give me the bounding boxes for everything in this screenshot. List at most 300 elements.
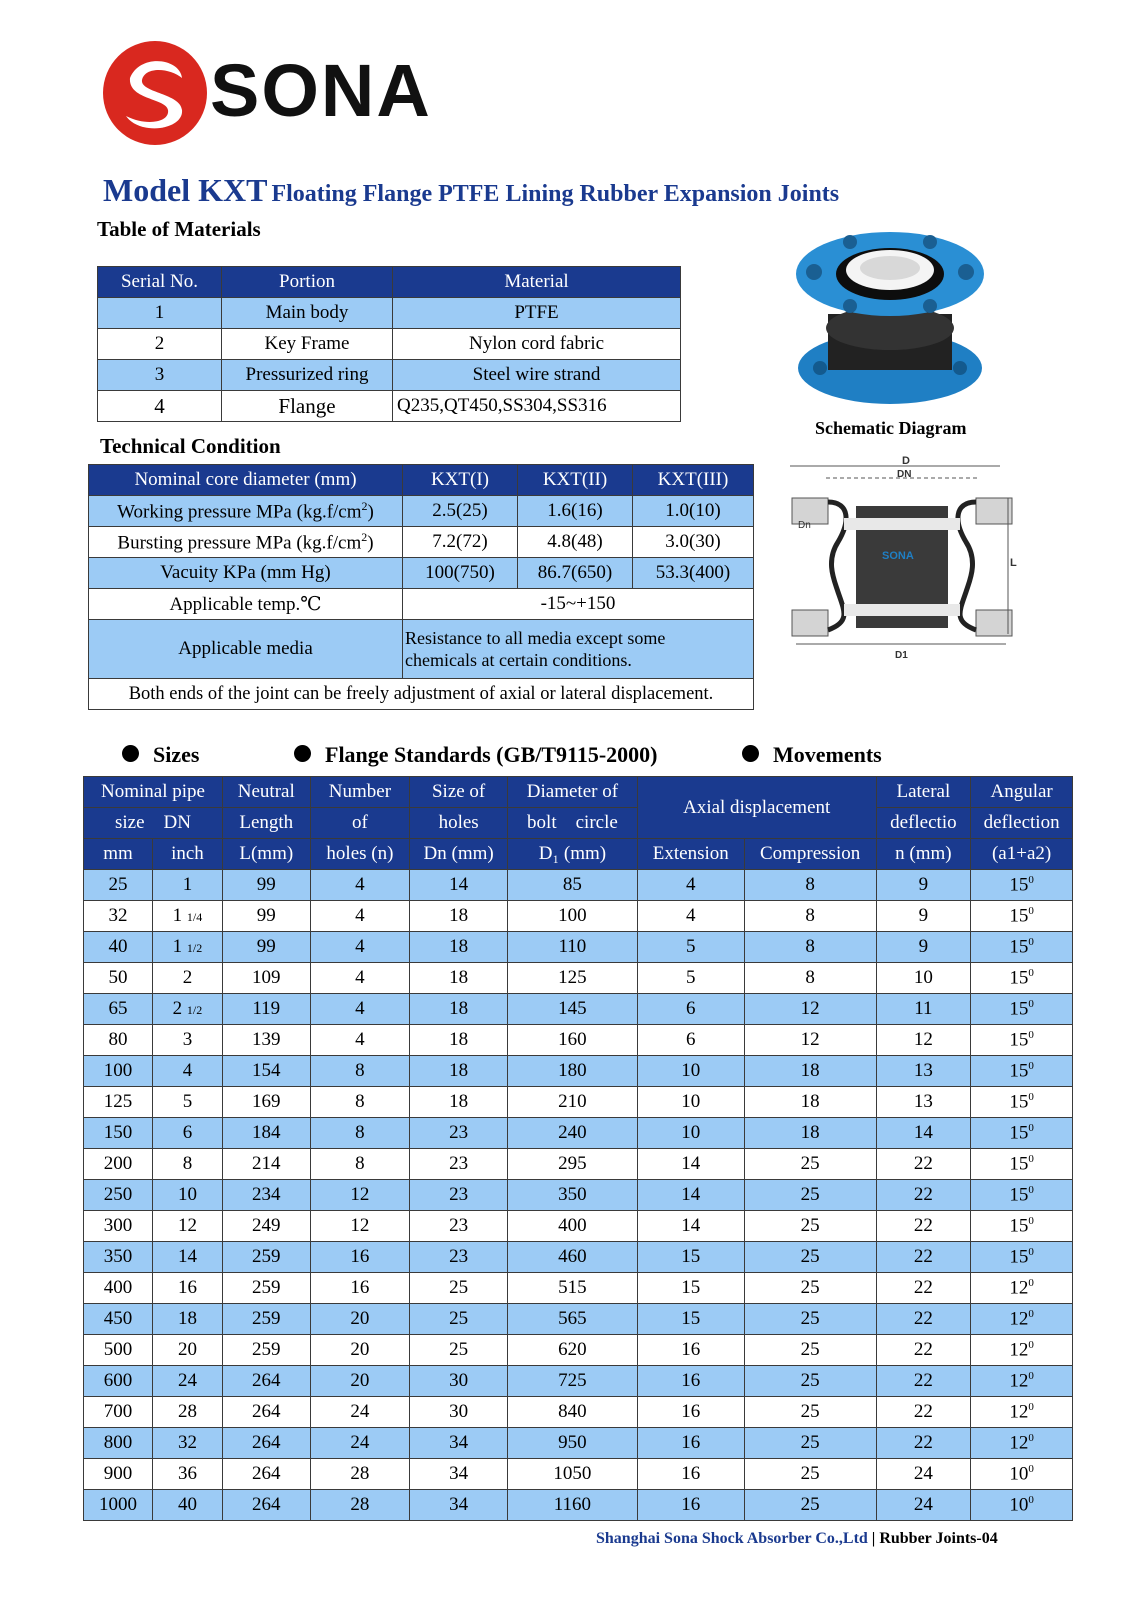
technical-table xyxy=(88,464,754,710)
cell: 23 xyxy=(410,1211,508,1242)
cell: 450 xyxy=(84,1304,153,1335)
cell: 7.2(72) xyxy=(403,527,518,558)
cell: 16 xyxy=(310,1242,410,1273)
cell: 18 xyxy=(410,963,508,994)
cell: Bursting pressure MPa $(kg.f/cm^2)$ xyxy=(89,527,403,558)
cell: 350 xyxy=(84,1242,153,1273)
cell: 100(750) xyxy=(403,558,518,589)
cell: 40 xyxy=(84,932,153,963)
cell: 18 xyxy=(410,994,508,1025)
cell: 25 xyxy=(744,1304,876,1335)
cell: $15^0$ xyxy=(971,1056,1073,1087)
cell: 12 xyxy=(744,1025,876,1056)
table-header-row xyxy=(98,267,681,298)
cell: 200 xyxy=(84,1149,153,1180)
table-row xyxy=(84,1180,1073,1211)
cell: 259 xyxy=(222,1304,310,1335)
cell: 8 xyxy=(310,1087,410,1118)
cell: $15^0$ xyxy=(971,1025,1073,1056)
cell: $12^0$ xyxy=(971,1428,1073,1459)
table-row xyxy=(84,1490,1073,1521)
cell: 32 xyxy=(84,901,153,932)
cell: 16 xyxy=(637,1459,744,1490)
product-name: Floating Flange PTFE Lining Rubber Expansion Joints xyxy=(271,181,840,207)
cell: 264 xyxy=(222,1397,310,1428)
schematic-caption: Schematic Diagram xyxy=(815,418,967,438)
footer xyxy=(596,1530,998,1548)
cell: $15^0$ xyxy=(971,901,1073,932)
cell: 300 xyxy=(84,1211,153,1242)
cell: 400 xyxy=(84,1273,153,1304)
cell: 12 xyxy=(876,1025,971,1056)
cell: 1000 xyxy=(84,1490,153,1521)
header-d1-unit: D₁ (mm) xyxy=(507,839,637,870)
cell: 28 xyxy=(310,1459,410,1490)
cell: 169 xyxy=(222,1087,310,1118)
cell: 9 xyxy=(876,932,971,963)
header-kxt3: KXT(III) xyxy=(633,465,754,496)
cell: 1160 xyxy=(507,1490,637,1521)
cell: 8 xyxy=(744,932,876,963)
bullet-dot-icon xyxy=(294,745,311,762)
table-row xyxy=(84,1056,1073,1087)
cell: 1.6(16) xyxy=(518,496,633,527)
cell: 25 xyxy=(744,1180,876,1211)
label-d1: D1 xyxy=(895,650,908,661)
cell: 3 xyxy=(152,1025,222,1056)
header-portion: Portion xyxy=(222,267,393,298)
cell: $15^0$ xyxy=(971,1180,1073,1211)
schematic-drawing-icon xyxy=(780,455,1020,662)
cell: 4 xyxy=(310,901,410,932)
cell: Applicable temp.℃ xyxy=(89,589,403,620)
cell: 259 xyxy=(222,1273,310,1304)
cell: 295 xyxy=(507,1149,637,1180)
table-row xyxy=(84,1149,1073,1180)
cell: 18 xyxy=(744,1056,876,1087)
cell: 25 xyxy=(744,1366,876,1397)
table-header-row xyxy=(84,777,1073,808)
sona-logo-mark-icon xyxy=(100,38,210,148)
cell: 18 xyxy=(410,901,508,932)
cell: 264 xyxy=(222,1459,310,1490)
cell: 15 xyxy=(637,1304,744,1335)
cell: 400 xyxy=(507,1211,637,1242)
bullet-sizes: Sizes xyxy=(122,742,199,768)
table-row xyxy=(84,901,1073,932)
cell: 20 xyxy=(310,1335,410,1366)
cell: 80 xyxy=(84,1025,153,1056)
header-lateral: Lateral xyxy=(876,777,971,808)
table-header-row xyxy=(84,808,1073,839)
header-lateral-2: deflectio xyxy=(876,808,971,839)
header-length-unit: L(mm) xyxy=(222,839,310,870)
header-extension: Extension xyxy=(637,839,744,870)
cell: 14 xyxy=(876,1118,971,1149)
cell: Both ends of the joint can be freely adjustment of axial or lateral displacement. xyxy=(89,679,754,710)
cell: 14 xyxy=(637,1211,744,1242)
cell: 25 xyxy=(84,870,153,901)
table-row xyxy=(98,329,681,360)
sizes-table-body xyxy=(84,870,1073,1521)
cell: 3.0(30) xyxy=(633,527,754,558)
header-nominal: Nominal pipe xyxy=(84,777,223,808)
cell: 16 xyxy=(310,1273,410,1304)
cell: 12 xyxy=(744,994,876,1025)
cell: 25 xyxy=(744,1149,876,1180)
cell: 14 xyxy=(637,1180,744,1211)
cell: 25 xyxy=(410,1335,508,1366)
cell: 2 1/2 xyxy=(152,994,222,1025)
header-dn-unit: Dn (mm) xyxy=(410,839,508,870)
cell: 18 xyxy=(744,1118,876,1149)
cell: Main body xyxy=(222,298,393,329)
label-dn-small: Dn xyxy=(798,520,811,531)
cell: 565 xyxy=(507,1304,637,1335)
cell: 4 xyxy=(310,932,410,963)
materials-heading: Table of Materials xyxy=(97,217,261,241)
cell: 2.5(25) xyxy=(403,496,518,527)
header-size-holes: Size of xyxy=(410,777,508,808)
cell: 4 xyxy=(310,963,410,994)
cell: 8 xyxy=(744,963,876,994)
cell: 22 xyxy=(876,1273,971,1304)
cell: 16 xyxy=(637,1490,744,1521)
header-number: Number xyxy=(310,777,410,808)
table-row xyxy=(84,1428,1073,1459)
header-kxt1: KXT(I) xyxy=(403,465,518,496)
cell: $12^0$ xyxy=(971,1273,1073,1304)
cell: 264 xyxy=(222,1428,310,1459)
cell: 259 xyxy=(222,1242,310,1273)
cell: 250 xyxy=(84,1180,153,1211)
table-row xyxy=(84,1273,1073,1304)
cell: 22 xyxy=(876,1428,971,1459)
cell: Key Frame xyxy=(222,329,393,360)
cell: 4 xyxy=(310,994,410,1025)
cell: 119 xyxy=(222,994,310,1025)
header-axial: Axial displacement xyxy=(637,777,876,839)
cell: 5 xyxy=(637,963,744,994)
cell: 10 xyxy=(637,1087,744,1118)
cell: $15^0$ xyxy=(971,994,1073,1025)
cell: 18 xyxy=(410,932,508,963)
cell: 214 xyxy=(222,1149,310,1180)
cell: 28 xyxy=(310,1490,410,1521)
cell: 18 xyxy=(410,1087,508,1118)
table-row xyxy=(89,496,754,527)
cell: $15^0$ xyxy=(971,1118,1073,1149)
cell: Steel wire strand xyxy=(393,360,681,391)
cell: 1 xyxy=(98,298,222,329)
technical-heading: Technical Condition xyxy=(100,434,281,458)
cell: 24 xyxy=(310,1428,410,1459)
cell: 6 xyxy=(152,1118,222,1149)
cell: Vacuity KPa (mm Hg) xyxy=(89,558,403,589)
header-serial: Serial No. xyxy=(98,267,222,298)
cell: 2 xyxy=(152,963,222,994)
cell: 5 xyxy=(637,932,744,963)
cell: $12^0$ xyxy=(971,1304,1073,1335)
footer-page: Rubber Joints-04 xyxy=(879,1530,998,1547)
cell: 14 xyxy=(152,1242,222,1273)
header-kxt2: KXT(II) xyxy=(518,465,633,496)
cell: 20 xyxy=(310,1304,410,1335)
cell: Pressurized ring xyxy=(222,360,393,391)
cell: 264 xyxy=(222,1366,310,1397)
product-photo xyxy=(790,228,990,408)
cell: 34 xyxy=(410,1459,508,1490)
footer-separator: | xyxy=(867,1530,880,1547)
table-row xyxy=(98,360,681,391)
cell: 950 xyxy=(507,1428,637,1459)
cell: 8 xyxy=(152,1149,222,1180)
cell: 15 xyxy=(637,1242,744,1273)
cell: 24 xyxy=(876,1490,971,1521)
footer-company: Shanghai Sona Shock Absorber Co.,Ltd xyxy=(596,1530,868,1547)
cell: 8 xyxy=(310,1118,410,1149)
cell: 25 xyxy=(744,1490,876,1521)
cell: 154 xyxy=(222,1056,310,1087)
expansion-joint-photo-icon xyxy=(790,228,990,408)
cell: 515 xyxy=(507,1273,637,1304)
cell: 18 xyxy=(744,1087,876,1118)
header-material: Material xyxy=(393,267,681,298)
cell: 23 xyxy=(410,1242,508,1273)
cell: 18 xyxy=(410,1025,508,1056)
cell: $15^0$ xyxy=(971,932,1073,963)
cell: 24 xyxy=(310,1397,410,1428)
cell: 22 xyxy=(876,1366,971,1397)
table-row xyxy=(89,527,754,558)
header-inch: inch xyxy=(152,839,222,870)
cell: 12 xyxy=(310,1211,410,1242)
cell: 4 xyxy=(152,1056,222,1087)
cell: 16 xyxy=(637,1428,744,1459)
header-nominal: Nominal core diameter (mm) xyxy=(89,465,403,496)
sizes-table xyxy=(83,776,1073,1521)
cell: 34 xyxy=(410,1490,508,1521)
cell: 20 xyxy=(310,1366,410,1397)
cell: 25 xyxy=(744,1335,876,1366)
cell: 10 xyxy=(876,963,971,994)
table-row xyxy=(84,932,1073,963)
cell: 22 xyxy=(876,1397,971,1428)
cell: 99 xyxy=(222,932,310,963)
cell: 1.0(10) xyxy=(633,496,754,527)
cell: 25 xyxy=(744,1459,876,1490)
cell: 4.8(48) xyxy=(518,527,633,558)
cell: 264 xyxy=(222,1490,310,1521)
cell: 4 xyxy=(637,870,744,901)
cell: 86.7(650) xyxy=(518,558,633,589)
cell: 15 xyxy=(637,1273,744,1304)
header-holes-unit: holes (n) xyxy=(310,839,410,870)
cell: 10 xyxy=(637,1118,744,1149)
cell: 12 xyxy=(152,1211,222,1242)
header-mm: mm xyxy=(84,839,153,870)
cell: 900 xyxy=(84,1459,153,1490)
cell: 99 xyxy=(222,870,310,901)
cell: $15^0$ xyxy=(971,1087,1073,1118)
cell: 600 xyxy=(84,1366,153,1397)
cell: Q235,QT450,SS304,SS316 xyxy=(393,391,681,422)
header-angular-2: deflection xyxy=(971,808,1073,839)
table-row xyxy=(84,870,1073,901)
logo xyxy=(100,38,430,148)
cell: 25 xyxy=(744,1211,876,1242)
schematic-diagram xyxy=(780,455,1020,662)
cell: 14 xyxy=(410,870,508,901)
page-title xyxy=(103,172,839,209)
header-diameter: Diameter of xyxy=(507,777,637,808)
cell: Resistance to all media except some chemicals at certain conditions. xyxy=(403,620,754,679)
table-row xyxy=(84,1304,1073,1335)
cell: 25 xyxy=(410,1304,508,1335)
cell: 10 xyxy=(152,1180,222,1211)
bullet-dot-icon xyxy=(122,745,139,762)
table-row xyxy=(84,994,1073,1025)
materials-table xyxy=(97,266,681,422)
cell: $15^0$ xyxy=(971,963,1073,994)
cell: PTFE xyxy=(393,298,681,329)
cell: 13 xyxy=(876,1087,971,1118)
cell: 800 xyxy=(84,1428,153,1459)
cell: 14 xyxy=(637,1149,744,1180)
cell: 9 xyxy=(876,870,971,901)
cell: 24 xyxy=(152,1366,222,1397)
cell: 40 xyxy=(152,1490,222,1521)
table-row xyxy=(84,1087,1073,1118)
table-row xyxy=(84,1397,1073,1428)
cell: 30 xyxy=(410,1366,508,1397)
label-d: D xyxy=(902,455,910,467)
cell: 16 xyxy=(637,1335,744,1366)
header-angular: Angular xyxy=(971,777,1073,808)
cell: 65 xyxy=(84,994,153,1025)
cell: 8 xyxy=(310,1149,410,1180)
brand-name: SONA xyxy=(210,49,432,132)
cell: 9 xyxy=(876,901,971,932)
cell: 23 xyxy=(410,1180,508,1211)
cell: $15^0$ xyxy=(971,870,1073,901)
header-neutral: Neutral xyxy=(222,777,310,808)
table-row xyxy=(84,1025,1073,1056)
cell: Applicable media xyxy=(89,620,403,679)
cell: 184 xyxy=(222,1118,310,1149)
cell: 4 xyxy=(98,391,222,422)
table-row xyxy=(89,558,754,589)
table-header-row xyxy=(89,465,754,496)
cell: 259 xyxy=(222,1335,310,1366)
cell: 145 xyxy=(507,994,637,1025)
cell: 23 xyxy=(410,1149,508,1180)
cell: 725 xyxy=(507,1366,637,1397)
cell: $15^0$ xyxy=(971,1211,1073,1242)
cell: 110 xyxy=(507,932,637,963)
cell: 22 xyxy=(876,1211,971,1242)
cell: 109 xyxy=(222,963,310,994)
cell: 13 xyxy=(876,1056,971,1087)
cell: 234 xyxy=(222,1180,310,1211)
cell: 460 xyxy=(507,1242,637,1273)
cell: 1 xyxy=(152,870,222,901)
cell: -15~+150 xyxy=(403,589,754,620)
table-row xyxy=(84,1335,1073,1366)
cell: 10 xyxy=(637,1056,744,1087)
cell: 16 xyxy=(152,1273,222,1304)
cell: 6 xyxy=(637,994,744,1025)
cell: 500 xyxy=(84,1335,153,1366)
cell: 11 xyxy=(876,994,971,1025)
cell: 210 xyxy=(507,1087,637,1118)
bullet-movements: Movements xyxy=(742,742,882,768)
cell: 24 xyxy=(876,1459,971,1490)
cell: $15^0$ xyxy=(971,1149,1073,1180)
table-row xyxy=(84,1211,1073,1242)
table-row xyxy=(98,391,681,422)
bullet-dot-icon xyxy=(742,745,759,762)
cell: 25 xyxy=(744,1428,876,1459)
cell: 350 xyxy=(507,1180,637,1211)
header-angular-unit: (a1+a2) xyxy=(971,839,1073,870)
cell: 100 xyxy=(84,1056,153,1087)
cell: $10^0$ xyxy=(971,1459,1073,1490)
cell: 25 xyxy=(744,1273,876,1304)
cell: 22 xyxy=(876,1335,971,1366)
label-l: L xyxy=(1010,557,1017,569)
cell: $12^0$ xyxy=(971,1366,1073,1397)
cell: 50 xyxy=(84,963,153,994)
cell: 22 xyxy=(876,1242,971,1273)
cell: $15^0$ xyxy=(971,1242,1073,1273)
cell: 32 xyxy=(152,1428,222,1459)
header-lateral-unit: n (mm) xyxy=(876,839,971,870)
cell: 23 xyxy=(410,1118,508,1149)
cell: 3 xyxy=(98,360,222,391)
table-row xyxy=(89,679,754,710)
cell: 139 xyxy=(222,1025,310,1056)
cell: 28 xyxy=(152,1397,222,1428)
cell: 85 xyxy=(507,870,637,901)
cell: 18 xyxy=(410,1056,508,1087)
cell: 20 xyxy=(152,1335,222,1366)
cell: 22 xyxy=(876,1180,971,1211)
cell: 25 xyxy=(410,1273,508,1304)
cell: 99 xyxy=(222,901,310,932)
cell: 22 xyxy=(876,1149,971,1180)
cell: 1050 xyxy=(507,1459,637,1490)
cell: 249 xyxy=(222,1211,310,1242)
cell: $12^0$ xyxy=(971,1397,1073,1428)
cell: 22 xyxy=(876,1304,971,1335)
cell: 4 xyxy=(637,901,744,932)
table-row xyxy=(84,963,1073,994)
cell: 36 xyxy=(152,1459,222,1490)
cell: Flange xyxy=(222,391,393,422)
cell: 34 xyxy=(410,1428,508,1459)
cell: 1 1/4 xyxy=(152,901,222,932)
cell: 840 xyxy=(507,1397,637,1428)
cell: 18 xyxy=(152,1304,222,1335)
cell: 6 xyxy=(637,1025,744,1056)
cell: 53.3(400) xyxy=(633,558,754,589)
cell: 8 xyxy=(744,901,876,932)
header-nominal-2: size DN xyxy=(84,808,223,839)
table-row xyxy=(84,1242,1073,1273)
cell: Working pressure MPa $(kg.f/cm^2)$ xyxy=(89,496,403,527)
cell: 4 xyxy=(310,1025,410,1056)
